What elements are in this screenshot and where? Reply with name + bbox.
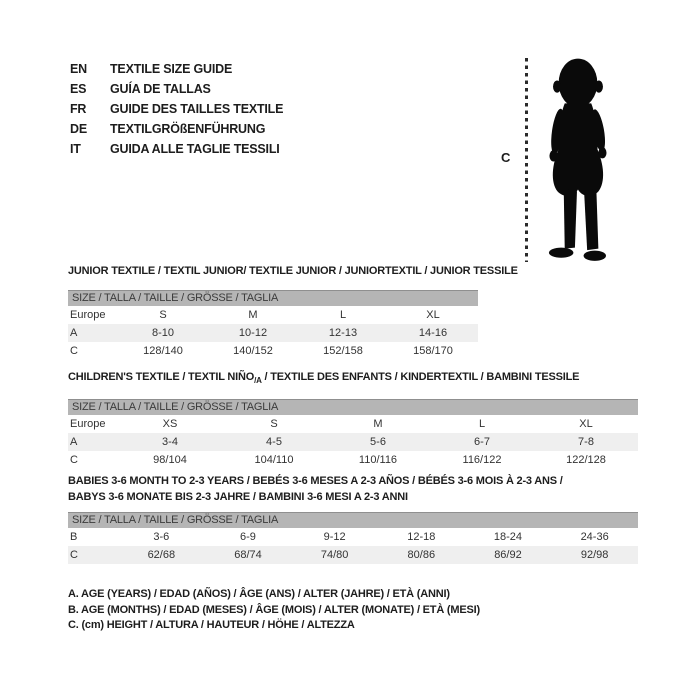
section-title xyxy=(68,371,643,387)
cell: 122/128 xyxy=(566,453,606,466)
row-label: C xyxy=(70,453,78,466)
cell: S xyxy=(159,308,167,321)
junior-size-table xyxy=(68,290,478,360)
row-label: A xyxy=(68,433,118,451)
language-code: IT xyxy=(70,142,81,156)
cell: 10-12 xyxy=(208,324,298,342)
cell: XL xyxy=(426,308,440,321)
cell: 3-4 xyxy=(118,433,222,451)
size-header-bar: SIZE / TALLA / TAILLE / GRÖSSE / TAGLIA xyxy=(68,400,638,415)
cell: 104/110 xyxy=(254,453,294,466)
table-row-age-years xyxy=(68,324,478,342)
toddler-silhouette-image xyxy=(533,55,625,269)
cell: 62/68 xyxy=(118,546,205,564)
title-text-part: CHILDREN'S TEXTILE / TEXTIL NIÑO xyxy=(68,371,255,383)
row-label: A xyxy=(68,324,118,342)
title-text-part: / TEXTILE DES ENFANTS / KINDERTEXTIL / BAMBINI TESSILE xyxy=(261,371,580,383)
cell: 12-13 xyxy=(298,324,388,342)
language-code: EN xyxy=(70,62,87,76)
childrens-textile-section xyxy=(68,371,643,469)
height-marker-label: C xyxy=(501,150,511,165)
row-label: Europe xyxy=(70,417,106,430)
cell: XL xyxy=(579,417,593,430)
cell: 110/116 xyxy=(358,453,398,466)
language-label: TEXTILE SIZE GUIDE xyxy=(110,62,233,76)
table-row-height xyxy=(68,342,478,360)
language-row-fr xyxy=(70,99,283,119)
row-label: B xyxy=(70,530,78,543)
cell: 68/74 xyxy=(205,546,292,564)
table-row-height xyxy=(68,546,638,564)
junior-textile-section xyxy=(68,265,643,360)
language-row-it xyxy=(70,139,283,159)
cell: 98/104 xyxy=(153,453,187,466)
title-line: BABYS 3-6 MONATE BIS 2-3 JAHRE / BAMBINI 3-6 MESI A 2-3 ANNI xyxy=(68,491,408,503)
cell: 5-6 xyxy=(326,433,430,451)
row-label: C xyxy=(68,546,118,564)
cell: 128/140 xyxy=(143,344,183,357)
language-code: FR xyxy=(70,102,87,116)
legend xyxy=(68,587,480,634)
cell: 158/170 xyxy=(413,344,453,357)
row-label: Europe xyxy=(70,308,106,321)
cell: 14-16 xyxy=(388,324,478,342)
cell: 9-12 xyxy=(323,530,346,543)
language-row-es xyxy=(70,79,283,99)
table-row-height xyxy=(68,451,638,469)
language-label: GUIDE DES TAILLES TEXTILE xyxy=(110,102,284,116)
cell: M xyxy=(248,308,258,321)
language-label: GUIDA ALLE TAGLIE TESSILI xyxy=(110,142,280,156)
legend-line-age-years: A. AGE (YEARS) / EDAD (AÑOS) / ÂGE (ANS) / ALTER (JAHRE) / ETÀ (ANNI) xyxy=(68,588,450,600)
cell: 4-5 xyxy=(222,433,326,451)
language-row-de xyxy=(70,119,283,139)
cell: 80/86 xyxy=(378,546,465,564)
height-dashed-line xyxy=(525,58,528,262)
section-title: JUNIOR TEXTILE / TEXTIL JUNIOR/ TEXTILE JUNIOR / JUNIORTEXTIL / JUNIOR TESSILE xyxy=(68,265,518,277)
cell: 74/80 xyxy=(291,546,378,564)
language-code: ES xyxy=(70,82,87,96)
cell: 8-10 xyxy=(118,324,208,342)
cell: S xyxy=(270,417,278,430)
table-row-europe xyxy=(68,415,638,433)
section-title xyxy=(68,473,643,505)
cell: 3-6 xyxy=(153,530,170,543)
cell: 116/122 xyxy=(462,453,502,466)
size-header-bar: SIZE / TALLA / TAILLE / GRÖSSE / TAGLIA xyxy=(68,513,638,528)
legend-line-height: C. (cm) HEIGHT / ALTURA / HAUTEUR / HÖHE / ALTEZZA xyxy=(68,619,355,631)
language-row-en xyxy=(70,59,283,79)
cell: 92/98 xyxy=(551,546,638,564)
cell: XS xyxy=(162,417,178,430)
babies-textile-section xyxy=(68,473,643,564)
babies-size-table xyxy=(68,512,638,564)
title-subscript: /A xyxy=(254,376,262,386)
cell: M xyxy=(373,417,383,430)
childrens-size-table xyxy=(68,399,638,469)
size-header-bar: SIZE / TALLA / TAILLE / GRÖSSE / TAGLIA xyxy=(68,291,478,306)
language-label: GUÍA DE TALLAS xyxy=(110,82,211,96)
cell: 18-24 xyxy=(493,530,523,543)
cell: 6-9 xyxy=(240,530,256,543)
cell: L xyxy=(478,417,486,430)
cell: 152/158 xyxy=(323,344,363,357)
cell: 12-18 xyxy=(407,530,436,543)
language-label: TEXTILGRÖßENFÜHRUNG xyxy=(110,122,266,136)
table-row-europe xyxy=(68,306,478,324)
cell: 24-36 xyxy=(580,530,609,543)
table-row-age-years xyxy=(68,433,638,451)
cell: 140/152 xyxy=(233,344,273,357)
language-guide-block xyxy=(70,59,283,159)
row-label: C xyxy=(70,344,78,357)
language-code: DE xyxy=(70,122,87,136)
cell: 6-7 xyxy=(430,433,534,451)
cell: L xyxy=(339,308,347,321)
cell: 86/92 xyxy=(465,546,552,564)
legend-line-age-months: B. AGE (MONTHS) / EDAD (MESES) / ÂGE (MOIS) / ALTER (MONATE) / ETÀ (MESI) xyxy=(68,603,480,616)
title-line: BABIES 3-6 MONTH TO 2-3 YEARS / BEBÉS 3-6 MESES A 2-3 AÑOS / BÉBÉS 3-6 MOIS À 2-3 ANS / xyxy=(68,475,563,487)
cell: 7-8 xyxy=(534,433,638,451)
table-row-age-months xyxy=(68,528,638,546)
